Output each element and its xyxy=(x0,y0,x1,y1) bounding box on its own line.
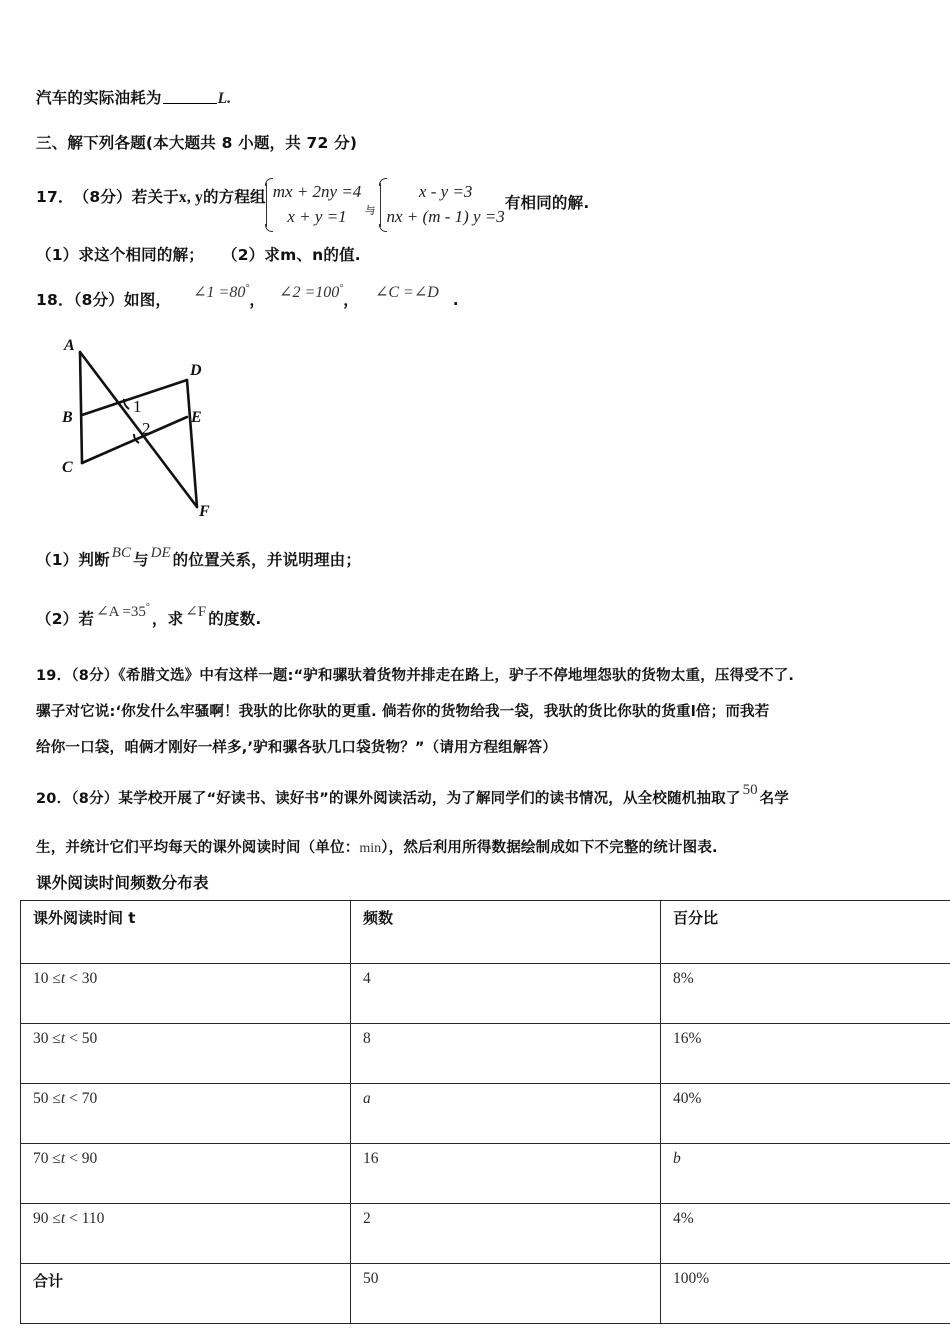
section-heading xyxy=(36,131,357,153)
range-4-var: t xyxy=(60,1210,66,1227)
label-F: F xyxy=(199,503,210,520)
label-E: E xyxy=(191,409,202,426)
label-C: C xyxy=(62,459,73,476)
range-0-lo: 10 xyxy=(33,970,49,987)
q20-unit-min: min xyxy=(359,841,382,856)
question-20-line-2 xyxy=(36,836,718,857)
brace-left-2 xyxy=(380,183,381,227)
q19-number: 19． xyxy=(36,668,72,684)
range-0-hi: 30 xyxy=(81,970,98,987)
frequency-table-title xyxy=(36,871,209,893)
table-row xyxy=(21,1144,950,1204)
range-1-hi: 50 xyxy=(81,1030,98,1047)
q18-angle-1-degree: ° xyxy=(245,283,250,294)
q20-sample-size: 50 xyxy=(742,782,758,798)
q18-lead: 如图， xyxy=(124,291,172,309)
q18-score: （8分） xyxy=(73,291,125,309)
range-3-op2: < xyxy=(69,1150,78,1167)
range-2-lo: 50 xyxy=(33,1090,49,1107)
cell-frequency: 8 xyxy=(351,1024,661,1084)
geometry-figure-18 xyxy=(50,330,250,540)
label-B: B xyxy=(62,409,73,426)
q18-number: 18． xyxy=(36,291,74,309)
segment-DF xyxy=(187,380,197,507)
q19-score: （8分） xyxy=(71,668,119,684)
header-time-label: 课外阅读时间 t xyxy=(33,909,136,927)
total-label: 合计 xyxy=(33,1272,64,1290)
q18-sub1-lead: （1）判断 xyxy=(36,551,110,569)
q17-connector: 与 xyxy=(365,206,376,218)
q18-sub2-angle-f: ∠F xyxy=(185,604,207,620)
question-17-subparts xyxy=(36,243,361,265)
range-1-op2: < xyxy=(69,1030,78,1047)
range-2 xyxy=(33,1090,97,1107)
q17-tail: 有相同的解. xyxy=(504,194,590,213)
cell-total-percent: 100% xyxy=(661,1264,950,1324)
fuel-consumption-text: 汽车的实际油耗为 xyxy=(36,89,162,107)
frequency-distribution-table xyxy=(20,900,950,1324)
cell-percent: b xyxy=(661,1144,950,1204)
question-19-line-1 xyxy=(36,664,794,685)
range-2-hi: 70 xyxy=(81,1090,98,1107)
brace-left-1 xyxy=(266,183,267,227)
table-header-row xyxy=(21,901,950,964)
cell-percent: 40% xyxy=(661,1084,950,1144)
q20-text-line-2a: 生，并统计它们平均每天的课外阅读时间（单位： xyxy=(36,840,360,856)
fill-in-blank-line xyxy=(36,86,231,108)
q18-sub2-angle-a-value: ∠A =35 xyxy=(96,604,146,620)
question-20-line-1 xyxy=(36,782,789,808)
range-2-var: t xyxy=(60,1090,66,1107)
question-18-sub1 xyxy=(36,545,362,570)
cell-frequency: a xyxy=(351,1084,661,1144)
label-angle-2: 2 xyxy=(142,419,151,438)
cell-range xyxy=(21,1024,351,1084)
q19-text-line-2: 骡子对它说:‘你发什么牢骚啊！我驮的比你驮的更重. 倘若你的货物给我一袋，我驮的货比你驮的货重l倍；而我若 xyxy=(36,704,770,720)
q20-score: （8分） xyxy=(71,791,119,807)
cell-total-label xyxy=(21,1264,351,1324)
question-18 xyxy=(36,283,459,310)
q17-sub1: （1）求这个相同的解； xyxy=(36,246,204,264)
cell-range xyxy=(21,1204,351,1264)
q18-angle-2-degree: ° xyxy=(339,283,344,294)
q18-sub2-angle-a xyxy=(94,604,152,620)
label-A: A xyxy=(64,337,75,354)
q19-text-line-1: 《希腊文选》中有这样一题:“驴和骡驮着货物并排走在路上，驴子不停地埋怨驮的货物太重，压得受不了. xyxy=(118,668,795,684)
range-2-op2: < xyxy=(69,1090,78,1107)
q17-sys1-eq2: x + y =1 xyxy=(287,206,347,226)
q18-sub1-segment-bc: BC xyxy=(111,545,131,561)
q17-number: 17． xyxy=(36,188,74,207)
segment-AF xyxy=(80,352,197,507)
q18-comma-1: ， xyxy=(249,291,266,309)
cell-frequency: 2 xyxy=(351,1204,661,1264)
cell-range xyxy=(21,1144,351,1204)
range-4-op1: ≤ xyxy=(52,1210,61,1227)
cell-percent: 4% xyxy=(661,1204,950,1264)
q20-text-line-1a: 某学校开展了“好读书、读好书”的课外阅读活动，为了解同学们的读书情况，从全校随机抽取了 xyxy=(118,791,741,807)
q17-system-2-equations xyxy=(381,180,505,229)
q17-sys2-eq1: x - y =3 xyxy=(418,182,473,201)
table-row xyxy=(21,1204,950,1264)
q18-sub2-lead: （2）若 xyxy=(36,610,95,628)
header-cell-time xyxy=(21,901,351,964)
segment-AC xyxy=(80,352,82,463)
q18-sub2-tail: 的度数. xyxy=(208,610,262,628)
cell-percent: 8% xyxy=(661,964,950,1024)
range-2-op1: ≤ xyxy=(52,1090,61,1107)
range-1-lo: 30 xyxy=(33,1030,49,1047)
q18-sub2-mid: ，求 xyxy=(151,610,184,628)
q18-sub1-and: 与 xyxy=(132,551,149,569)
question-19-line-3 xyxy=(36,736,557,757)
range-3 xyxy=(33,1150,97,1167)
q17-variables: x, y xyxy=(178,189,203,207)
q17-sub2: （2）求m、n的值. xyxy=(222,246,361,264)
q18-angle-2 xyxy=(279,284,343,301)
table-row xyxy=(21,964,950,1024)
frequency-table-title-text: 课外阅读时间频数分布表 xyxy=(36,874,209,892)
range-3-op1: ≤ xyxy=(52,1150,61,1167)
range-0-op1: ≤ xyxy=(52,970,61,987)
range-4-hi: 110 xyxy=(81,1210,105,1227)
question-18-sub2 xyxy=(36,602,262,629)
range-0-var: t xyxy=(60,970,66,987)
question-17 xyxy=(36,180,589,229)
q20-text-line-2b: ），然后利用所得数据绘制成如下不完整的统计图表. xyxy=(381,840,718,856)
range-1 xyxy=(33,1030,97,1047)
range-3-hi: 90 xyxy=(81,1150,98,1167)
unit-liter: L. xyxy=(217,90,232,107)
cell-range xyxy=(21,1084,351,1144)
q17-score: （8分） xyxy=(73,188,132,207)
header-cell-frequency xyxy=(351,901,661,964)
q19-text-line-3: 给你一口袋，咱俩才刚好一样多,’驴和骡各驮几口袋货物？”（请用方程组解答） xyxy=(36,740,557,756)
q20-number: 20． xyxy=(36,791,72,807)
q18-comma-2: ， xyxy=(343,291,359,309)
q17-system-1-equations xyxy=(267,180,362,229)
q18-angle-1-value: ∠1 =80 xyxy=(193,284,246,301)
cell-frequency: 4 xyxy=(351,964,661,1024)
range-3-lo: 70 xyxy=(33,1150,49,1167)
q18-angle-1 xyxy=(193,284,249,301)
q20-text-line-1b: 名学 xyxy=(759,791,789,807)
cell-percent: 16% xyxy=(661,1024,950,1084)
q17-sys1-eq1: mx + 2ny =4 xyxy=(272,182,362,201)
range-0-op2: < xyxy=(69,970,78,987)
cell-frequency: 16 xyxy=(351,1144,661,1204)
table-total-row xyxy=(21,1264,950,1324)
range-1-op1: ≤ xyxy=(52,1030,61,1047)
q18-period: . xyxy=(452,291,459,309)
q18-sub1-tail: 的位置关系，并说明理由； xyxy=(172,551,362,569)
table-row xyxy=(21,1024,950,1084)
q17-lead: 若关于 xyxy=(131,188,179,207)
q18-sub1-segment-de: DE xyxy=(150,545,171,561)
answer-blank xyxy=(163,90,217,104)
q17-lead2: 的方程组 xyxy=(202,188,266,207)
q17-system-1 xyxy=(266,180,362,229)
q17-system-2 xyxy=(380,180,505,229)
range-3-var: t xyxy=(60,1150,66,1167)
q18-angle-3: ∠C =∠D xyxy=(374,284,439,301)
table-row xyxy=(21,1084,950,1144)
range-4 xyxy=(33,1210,104,1227)
question-19-line-2 xyxy=(36,700,769,721)
label-angle-1: 1 xyxy=(133,397,142,416)
header-frequency-label: 频数 xyxy=(363,909,394,927)
cell-range xyxy=(21,964,351,1024)
range-1-var: t xyxy=(60,1030,66,1047)
q18-angle-2-value: ∠2 =100 xyxy=(279,284,340,301)
range-4-lo: 90 xyxy=(33,1210,49,1227)
range-0 xyxy=(33,970,97,987)
q18-sub2-degree: ° xyxy=(145,602,150,613)
label-D: D xyxy=(190,362,202,379)
range-4-op2: < xyxy=(69,1210,78,1227)
q17-sys2-eq2: nx + (m - 1) y =3 xyxy=(386,206,505,226)
geometry-svg xyxy=(50,330,250,540)
section-heading-text: 三、解下列各题(本大题共 8 小题，共 72 分) xyxy=(36,134,358,152)
header-cell-percent xyxy=(661,901,950,964)
header-percent-label: 百分比 xyxy=(673,909,719,927)
cell-total-frequency: 50 xyxy=(351,1264,661,1324)
